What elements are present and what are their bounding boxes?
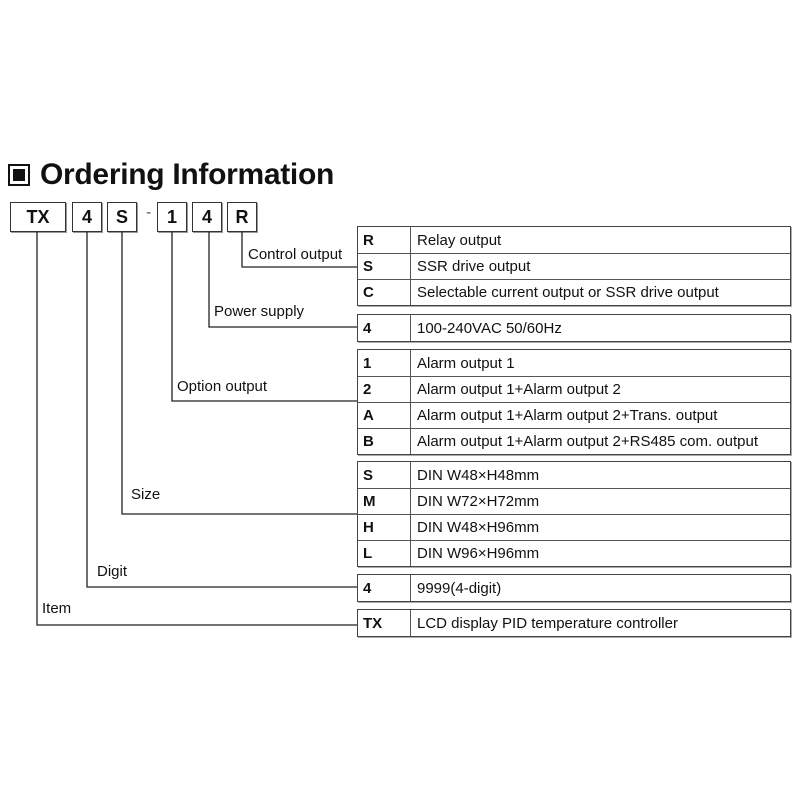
- option-row: [358, 279, 790, 305]
- code-separator: -: [146, 204, 152, 221]
- label-control-output: Control output: [248, 246, 343, 263]
- code-part-digit: 4: [72, 202, 102, 232]
- option-desc: SSR drive output: [417, 258, 531, 275]
- page-title: Ordering Information: [40, 158, 335, 191]
- option-desc: Alarm output 1: [417, 354, 515, 372]
- option-row: [358, 610, 790, 636]
- option-row: [358, 376, 790, 402]
- option-desc: Selectable current output or SSR drive output: [417, 284, 719, 301]
- option-row: [358, 540, 790, 566]
- option-code: TX: [358, 610, 411, 636]
- option-desc: Relay output: [417, 231, 502, 249]
- option-desc: 100-240VAC 50/60Hz: [417, 319, 562, 337]
- option-desc: DIN W48×H96mm: [417, 519, 540, 536]
- option-code: A: [358, 403, 411, 428]
- option-code: L: [358, 541, 411, 566]
- option-desc: Alarm output 1+Alarm output 2+Trans. output: [417, 407, 718, 424]
- option-desc: Alarm output 1+Alarm output 2: [417, 381, 621, 398]
- option-row: [358, 575, 790, 601]
- option-row: [358, 350, 790, 376]
- connector-item: [37, 232, 357, 625]
- code-part-control: R: [227, 202, 257, 232]
- connector-size: [122, 232, 357, 514]
- option-row: [358, 315, 790, 341]
- option-desc: LCD display PID temperature controller: [417, 614, 678, 632]
- code-part-option: 1: [157, 202, 187, 232]
- connector-digit: [87, 232, 357, 587]
- option-desc: DIN W72×H72mm: [417, 493, 540, 510]
- option-code: 4: [358, 575, 411, 601]
- label-power-supply: Power supply: [214, 303, 305, 320]
- options-digit: [357, 574, 791, 602]
- option-code: 2: [358, 377, 411, 402]
- option-code: S: [358, 462, 411, 488]
- option-desc: DIN W48×H48mm: [417, 466, 540, 484]
- option-row: [358, 428, 790, 454]
- label-digit: Digit: [97, 563, 128, 580]
- option-desc: 9999(4-digit): [417, 579, 502, 597]
- options-option-output: [357, 349, 791, 455]
- label-option-output: Option output: [177, 378, 268, 395]
- option-row: [358, 402, 790, 428]
- option-code: 1: [358, 350, 411, 376]
- option-desc: Alarm output 1+Alarm output 2+RS485 com. output: [417, 433, 759, 450]
- option-code: H: [358, 515, 411, 540]
- option-code: S: [358, 254, 411, 279]
- option-row: [358, 462, 790, 488]
- options-item: [357, 609, 791, 637]
- option-code: R: [358, 227, 411, 253]
- option-code: M: [358, 489, 411, 514]
- option-row: [358, 253, 790, 279]
- options-size: [357, 461, 791, 567]
- code-part-power: 4: [192, 202, 222, 232]
- option-code: 4: [358, 315, 411, 341]
- options-control-output: [357, 226, 791, 306]
- option-row: [358, 488, 790, 514]
- label-item: Item: [42, 600, 72, 617]
- option-row: [358, 514, 790, 540]
- option-code: C: [358, 280, 411, 305]
- options-power-supply: [357, 314, 791, 342]
- code-part-size: S: [107, 202, 137, 232]
- code-part-item: TX: [10, 202, 66, 232]
- option-code: B: [358, 429, 411, 454]
- option-row: [358, 227, 790, 253]
- label-size: Size: [131, 486, 161, 503]
- option-desc: DIN W96×H96mm: [417, 545, 540, 562]
